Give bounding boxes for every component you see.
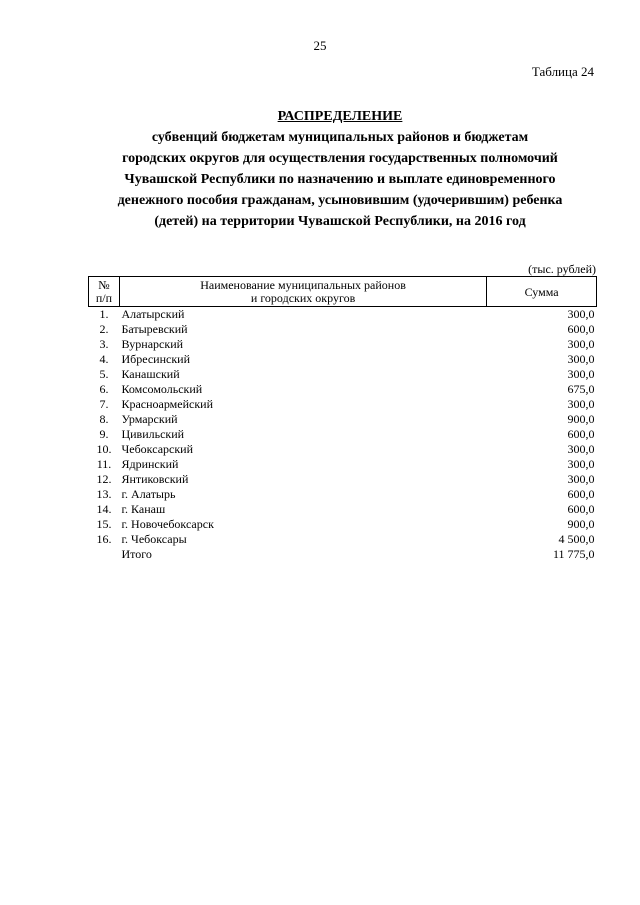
table-row [89,472,597,487]
row-number: 4. [99,352,109,366]
table-row [89,457,597,472]
table-row [89,322,597,337]
row-number: 1. [99,307,109,321]
row-sum: 300,0 [567,352,595,366]
row-number: 13. [96,487,112,501]
row-number: 3. [99,337,109,351]
title-line: субвенций бюджетам муниципальных районов и бюджетам [151,130,529,145]
row-number: 11. [96,457,112,471]
title-line: Чувашской Республики по назначению и выплате единовременного [124,172,556,187]
header-number-line2: п/п [95,291,113,305]
row-sum: 300,0 [567,442,595,456]
units-note: (тыс. рублей) [528,262,596,276]
row-name: Урмарский [121,412,178,426]
row-name: г. Новочебоксарск [121,517,214,531]
title-line: денежного пособия гражданам, усыновившим (удочерившим) ребенка [117,193,563,208]
table-row [89,367,597,382]
row-sum: 600,0 [567,322,595,336]
row-name: Чебоксарский [121,442,194,456]
table-row [89,352,597,367]
distribution-table [88,276,597,562]
row-number: 5. [99,367,109,381]
table-row [89,502,597,517]
row-name: Ядринский [121,457,179,471]
header-sum: Сумма [487,277,597,307]
table-header-row [89,277,597,307]
table-body [89,307,597,563]
row-name: г. Канаш [121,502,166,516]
row-sum: 300,0 [567,472,595,486]
document-title [70,106,610,232]
row-number: 7. [99,397,109,411]
table-row [89,487,597,502]
header-name [119,277,486,307]
table-row [89,427,597,442]
row-name: Итого [121,547,152,561]
table-row [89,337,597,352]
table-row [89,532,597,547]
row-number: 15. [96,517,112,531]
title-line: городских округов для осуществления государственных полномочий [122,151,558,166]
row-name: Вурнарский [121,337,184,351]
header-name-line1: Наименование муниципальных районов [200,278,406,292]
row-name: г. Чебоксары [121,532,187,546]
row-sum: 600,0 [567,502,595,516]
row-sum: 11 775,0 [552,547,595,561]
total-row [89,547,597,562]
row-sum: 600,0 [567,427,595,441]
row-name: Ибресинский [121,352,191,366]
title-line: (детей) на территории Чувашской Республики, на 2016 год [154,214,526,229]
row-number: 6. [99,382,109,396]
row-number: 9. [99,427,109,441]
row-sum: 300,0 [567,457,595,471]
row-name: Красноармейский [121,397,214,411]
row-number: 2. [99,322,109,336]
row-name: Комсомольский [121,382,203,396]
table-row [89,307,597,323]
row-name: Янтиковский [121,472,189,486]
table-row [89,442,597,457]
row-sum: 900,0 [567,412,595,426]
row-name: г. Алатырь [121,487,176,501]
table-row [89,517,597,532]
row-number: 10. [96,442,112,456]
row-sum: 300,0 [567,367,595,381]
header-name-line2: и городских округов [250,291,356,305]
row-sum: 900,0 [567,517,595,531]
row-name: Цивильский [121,427,185,441]
row-number: 16. [96,532,112,546]
title-heading: РАСПРЕДЕЛЕНИЕ [277,109,403,124]
row-number: 12. [96,472,112,486]
header-number-line1: № [98,278,110,292]
row-sum: 300,0 [567,307,595,321]
row-name: Алатырский [121,307,185,321]
row-name: Батыревский [121,322,188,336]
table-label: Таблица 24 [531,64,594,79]
table-row [89,397,597,412]
table-row [89,382,597,397]
row-sum: 300,0 [567,397,595,411]
row-sum: 4 500,0 [558,532,595,546]
row-sum: 600,0 [567,487,595,501]
row-number: 8. [99,412,109,426]
row-sum: 675,0 [567,382,595,396]
row-sum: 300,0 [567,337,595,351]
row-number [89,547,120,562]
row-name: Канашский [121,367,180,381]
row-number: 14. [96,502,112,516]
header-number [89,277,120,307]
page-number: 25 [313,38,327,53]
table-row [89,412,597,427]
